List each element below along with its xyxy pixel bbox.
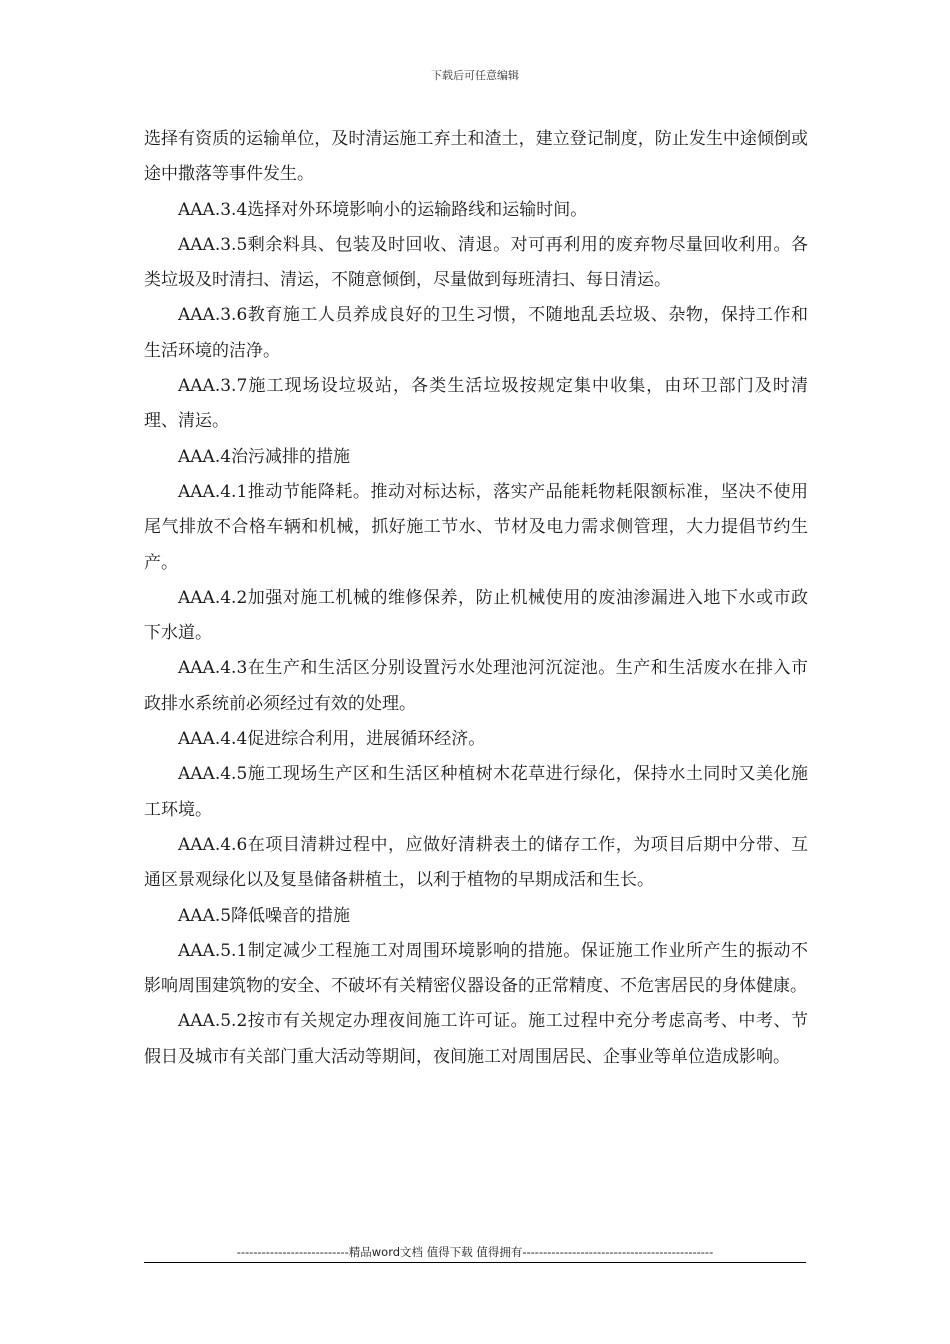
paragraph: 选择有资质的运输单位，及时清运施工弃土和渣土，建立登记制度，防止发生中途倾倒或途中撒落等事件发生。: [144, 129, 808, 185]
paragraph: AAA.4.2加强对施工机械的维修保养，防止机械使用的废油渗漏进入地下水或市政下水道。: [144, 587, 808, 644]
footer-text: ---------------------------精品word文档 值得下载 值得拥有----------------------------------------------: [236, 1245, 714, 1259]
paragraph: AAA.4.3在生产和生活区分别设置污水处理池河沉淀池。生产和生活废水在排入市政排水系统前必须经过有效的处理。: [144, 658, 808, 714]
footer-divider: [144, 1262, 806, 1263]
document-body: [144, 122, 808, 1075]
section-heading: AAA.4治污减排的措施: [178, 446, 351, 467]
header-note: 下载后可任意编辑: [431, 69, 519, 82]
paragraph: AAA.3.5剩余料具、包装及时回收、清退。对可再利用的废弃物尽量回收利用。各类垃圾及时清扫、清运，不随意倾倒，尽量做到每班清扫、每日清运。: [144, 234, 808, 291]
paragraph: AAA.4.1推动节能降耗。推动对标达标，落实产品能耗物耗限额标准，坚决不使用尾气排放不合格车辆和机械，抓好施工节水、节材及电力需求侧管理，大力提倡节约生产。: [144, 481, 808, 573]
section-heading: AAA.5降低噪音的措施: [178, 905, 351, 926]
paragraph: AAA.3.4选择对外环境影响小的运输路线和运输时间。: [178, 199, 588, 220]
paragraph: AAA.4.6在项目清耕过程中，应做好清耕表土的储存工作，为项目后期中分带、互通区景观绿化以及复垦储备耕植土，以利于植物的早期成活和生长。: [144, 834, 808, 891]
paragraph: AAA.3.6教育施工人员养成良好的卫生习惯，不随地乱丢垃圾、杂物，保持工作和生活环境的洁净。: [144, 305, 808, 361]
paragraph: AAA.4.5施工现场生产区和生活区种植树木花草进行绿化，保持水土同时又美化施工环境。: [144, 764, 808, 820]
paragraph: AAA.3.7施工现场设垃圾站，各类生活垃圾按规定集中收集，由环卫部门及时清理、清运。: [144, 376, 808, 432]
paragraph: AAA.4.4促进综合利用，进展循环经济。: [178, 729, 486, 750]
paragraph: AAA.5.1制定减少工程施工对周围环境影响的措施。保证施工作业所产生的振动不影响周围建筑物的安全、不破坏有关精密仪器设备的正常精度、不危害居民的身体健康。: [144, 940, 808, 997]
paragraph: AAA.5.2按市有关规定办理夜间施工许可证。施工过程中充分考虑高考、中考、节假日及城市有关部门重大活动等期间，夜间施工对周围居民、企事业等单位造成影响。: [144, 1011, 808, 1067]
